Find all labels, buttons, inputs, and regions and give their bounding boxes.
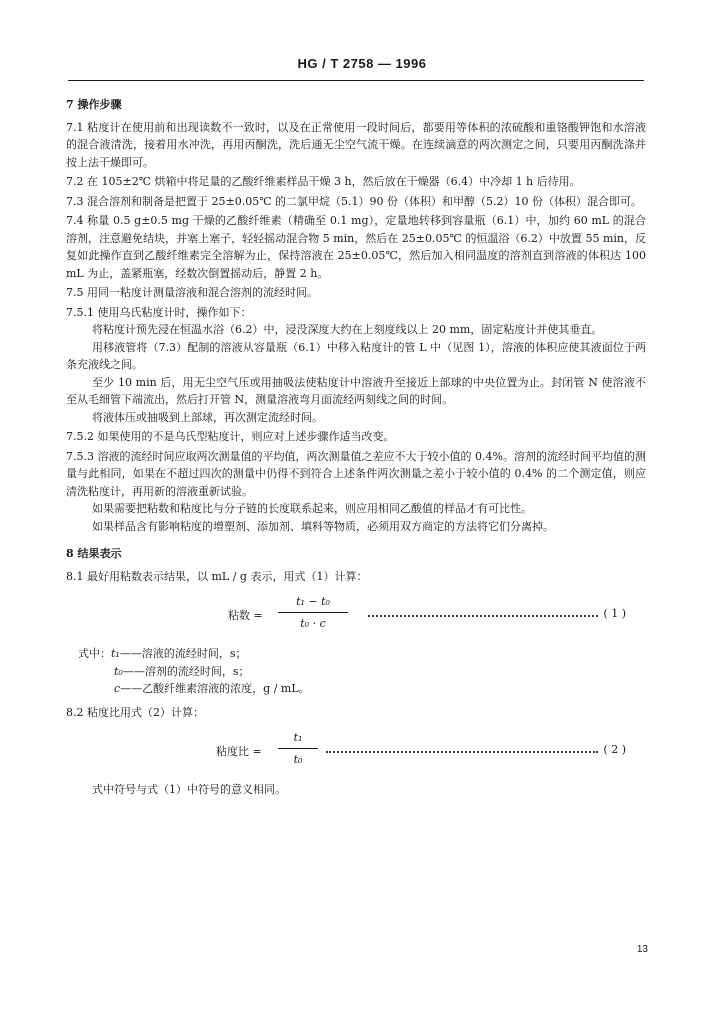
- symbol: c: [114, 682, 121, 695]
- page-number: 13: [636, 944, 648, 955]
- clause-7-5-3: 7.5.3 溶液的流经时间应取两次测量值的平均值，两次测量值之差应不大于较小值的 0.4%。溶剂的流经时间平均值的测量与此相同，如果在不超过四次的测量中仍得不到符合上述条件两次测量之差小于较小值的 0.4% 的二个测定值，则应清洗粘度计，再用新的溶液重新试验。: [66, 449, 646, 498]
- clause-7-5-1-step-c: 至少 10 min 后，用无尘空气压或用抽吸法使粘度计中溶液升至接近上部球的中央位置为止。封闭管 N 使溶液不至从毛细管下端流出，然后打开管 N，测量溶液弯月面流经两刻线之间的时间。: [66, 375, 646, 406]
- equation-2-fraction: [278, 729, 318, 769]
- clause-7-5-1: 7.5.1 使用乌氏粘度计时，操作如下：: [66, 305, 252, 319]
- symbol-meaning: ——乙酸纤维素溶液的浓度，g / mL。: [120, 682, 310, 695]
- equation-1: [66, 593, 646, 637]
- clause-7-5-1-step-d: 将液体压或抽吸到上部球，再次测定流经时间。: [92, 410, 323, 424]
- definition-row: [66, 663, 646, 681]
- where-label: 式中：: [78, 647, 111, 660]
- equation-1-lhs: 粘数 =: [228, 609, 263, 622]
- equation-2-denominator: t₀: [293, 753, 303, 766]
- definition-row: [66, 680, 646, 698]
- clause-7-2: 7.2 在 105±2℃ 烘箱中将足量的乙酸纤维素样品干燥 3 h，然后放在干燥器（6.4）中冷却 1 h 后待用。: [66, 175, 581, 188]
- leader-dots: [368, 607, 598, 617]
- equation-2-numerator: t₁: [293, 731, 303, 744]
- equation-2-number: ( 2 ): [603, 743, 626, 756]
- equation-1-number: ( 1 ): [603, 607, 626, 620]
- clause-7-5-3-note-a: 如果需要把粘数和粘度比与分子链的长度联系起来，则应用相同乙酸值的样品才有可比性。: [92, 502, 532, 515]
- clause-7-5-1-step-b: 用移液管将（7.3）配制的溶液从容量瓶（6.1）中移入粘度计的管 L 中（见图 1），溶液的体积应使其液面位于两条充液线之间。: [66, 340, 646, 371]
- clause-7-3: 7.3 混合溶剂和制备是把置于 25±0.05℃ 的二氯甲烷（5.1）90 份（体积）和甲醇（5.2）10 份（体积）混合即可。: [66, 194, 642, 208]
- section-8-title: 8 结果表示: [66, 547, 122, 560]
- fraction-bar: [278, 748, 318, 749]
- clause-8-1: 8.1 最好用粘数表示结果，以 mL / g 表示，用式（1）计算：: [66, 569, 368, 583]
- definition-row: [66, 645, 646, 663]
- clause-7-5-3-note-b: 如果样品含有影响粘度的增塑剂、添加剂、填料等物质，必须用双方商定的方法将它们分离掉。: [92, 519, 554, 533]
- clause-7-1: 7.1 粘度计在使用前和出现读数不一致时，以及在正常使用一段时间后，都要用等体积的浓硫酸和重铬酸钾饱和水溶液的混合液清洗，接着用水冲洗，再用丙酮洗，洗后通无尘空气流干燥。在连续滴意的两次测定之间，只要用丙酮洗涤并按上法干燥即可。: [66, 120, 646, 169]
- clause-7-5: 7.5 用同一粘度计测量溶液和混合溶剂的流经时间。: [66, 286, 318, 299]
- leader-dots: [326, 743, 598, 753]
- symbol: t₁: [111, 647, 120, 660]
- equation-2: [66, 729, 646, 773]
- fraction-bar: [278, 612, 348, 613]
- equation-2-lhs: 粘度比 =: [216, 745, 262, 758]
- standard-code-header: HG / T 2758 — 1996: [297, 56, 427, 71]
- page-content: [66, 92, 646, 799]
- symbol-meaning: ——溶液的流经时间，s；: [119, 647, 247, 660]
- symbol: t₀: [114, 664, 123, 678]
- section-7-title: 7 操作步骤: [66, 98, 122, 111]
- symbol-note: 式中符号与式（1）中符号的意义相同。: [92, 783, 286, 796]
- clause-7-4: 7.4 称量 0.5 g±0.5 mg 干燥的乙酸纤维素（精确至 0.1 mg），定量地转移到容量瓶（6.1）中，加约 60 mL 的混合溶剂，注意避免结块，并塞上塞子，轻轻摇动混合物 5 min，然后在 25±0.05℃ 的恒温浴（6.2）中放置 55 min，反复如此操作直到乙酸纤维素完全溶解为止，保持溶液在 25±0.05℃，然后加入相同温度的溶剂直到溶液的体积达 100 mL 为止，盖紧瓶塞，经数次倒置摇动后，静置 2 h。: [66, 214, 646, 280]
- equation-1-fraction: [278, 593, 348, 633]
- clause-8-2: 8.2 粘度比用式（2）计算：: [66, 705, 204, 719]
- symbol-definitions: [66, 645, 646, 698]
- clause-7-5-2: 7.5.2 如果使用的不是乌氏型粘度计，则应对上述步骤作适当改变。: [66, 430, 395, 443]
- equation-1-denominator: t₀ · c: [300, 617, 326, 630]
- equation-1-numerator: t₁ − t₀: [296, 595, 330, 608]
- header-rule: [68, 80, 644, 81]
- symbol-meaning: ——溶剂的流经时间，s；: [122, 664, 250, 678]
- clause-7-5-1-step-a: 将粘度计预先浸在恒温水浴（6.2）中，浸没深度大约在上刻度线以上 20 mm，固定粘度计并使其垂直。: [92, 323, 603, 336]
